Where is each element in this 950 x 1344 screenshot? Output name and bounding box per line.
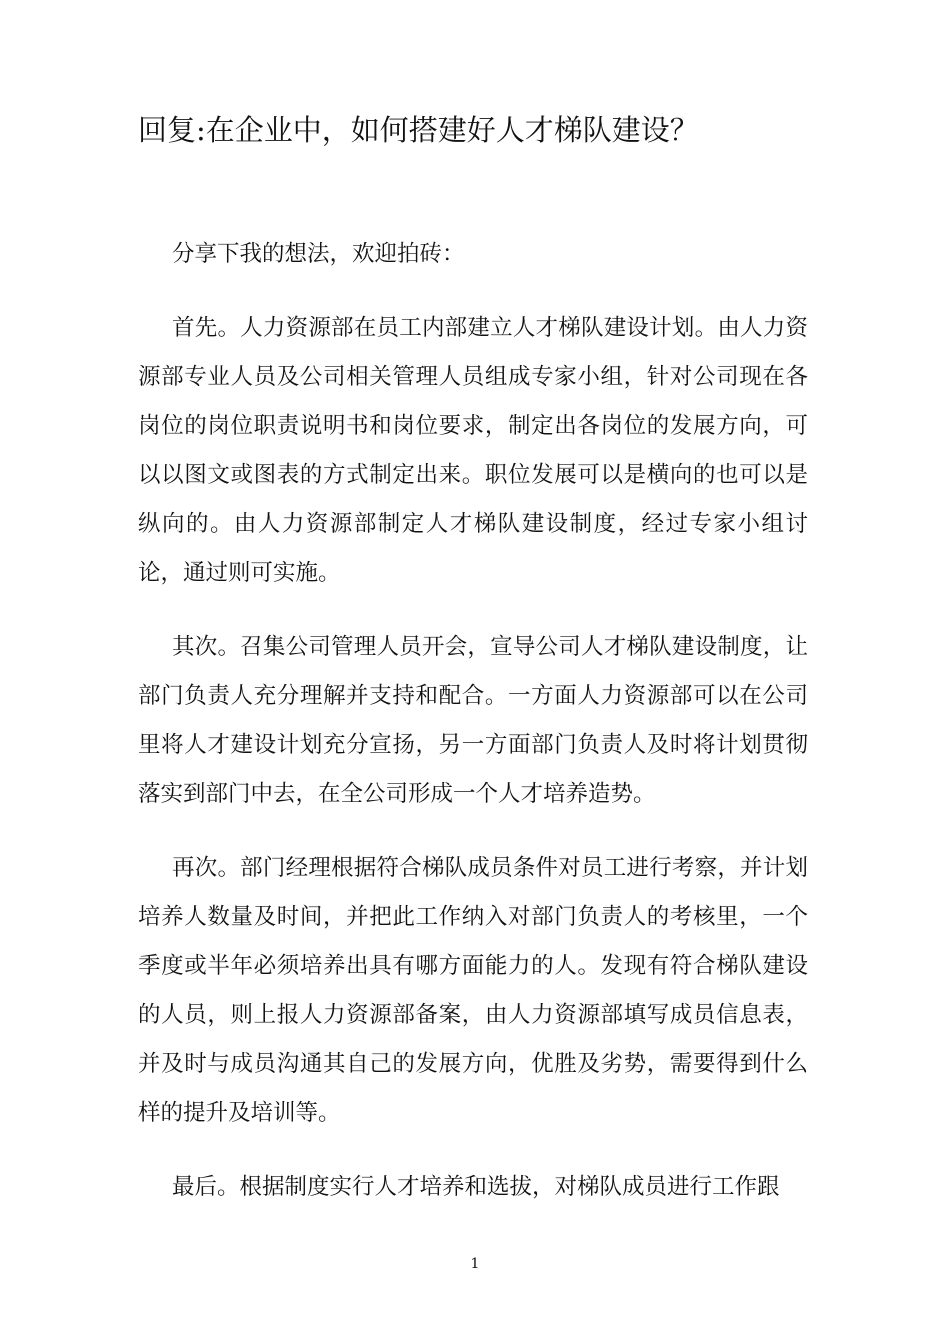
document-body bbox=[138, 230, 808, 1237]
paragraph-third: 再次。部门经理根据符合梯队成员条件对员工进行考察，并计划培养人数量及时间，并把此工作纳入对部门负责人的考核里，一个季度或半年必须培养出具有哪方面能力的人。发现有符合梯队建设的人员，则上报人力资源部备案，由人力资源部填写成员信息表，并及时与成员沟通其自己的发展方向，优胜及劣势，需要得到什么样的提升及培训等。 bbox=[138, 855, 808, 1126]
paragraph-second: 其次。召集公司管理人员开会，宣导公司人才梯队建设制度，让部门负责人充分理解并支持和配合。一方面人力资源部可以在公司里将人才建设计划充分宣扬，另一方面部门负责人及时将计划贯彻落实到部门中去，在全公司形成一个人才培养造势。 bbox=[138, 634, 808, 807]
paragraph-first: 首先。人力资源部在员工内部建立人才梯队建设计划。由人力资源部专业人员及公司相关管理人员组成专家小组，针对公司现在各岗位的岗位职责说明书和岗位要求，制定出各岗位的发展方向，可以以图文或图表的方式制定出来。职位发展可以是横向的也可以是纵向的。由人力资源部制定人才梯队建设制度，经过专家小组讨论，通过则可实施。 bbox=[138, 315, 808, 586]
document-title: 回复:在企业中，如何搭建好人才梯队建设？ bbox=[138, 113, 699, 147]
paragraph-intro: 分享下我的想法，欢迎拍砖： bbox=[172, 241, 465, 267]
paragraph-last: 最后。根据制度实行人才培养和选拔，对梯队成员进行工作跟 bbox=[172, 1174, 780, 1200]
page-number: 1 bbox=[470, 1256, 480, 1272]
